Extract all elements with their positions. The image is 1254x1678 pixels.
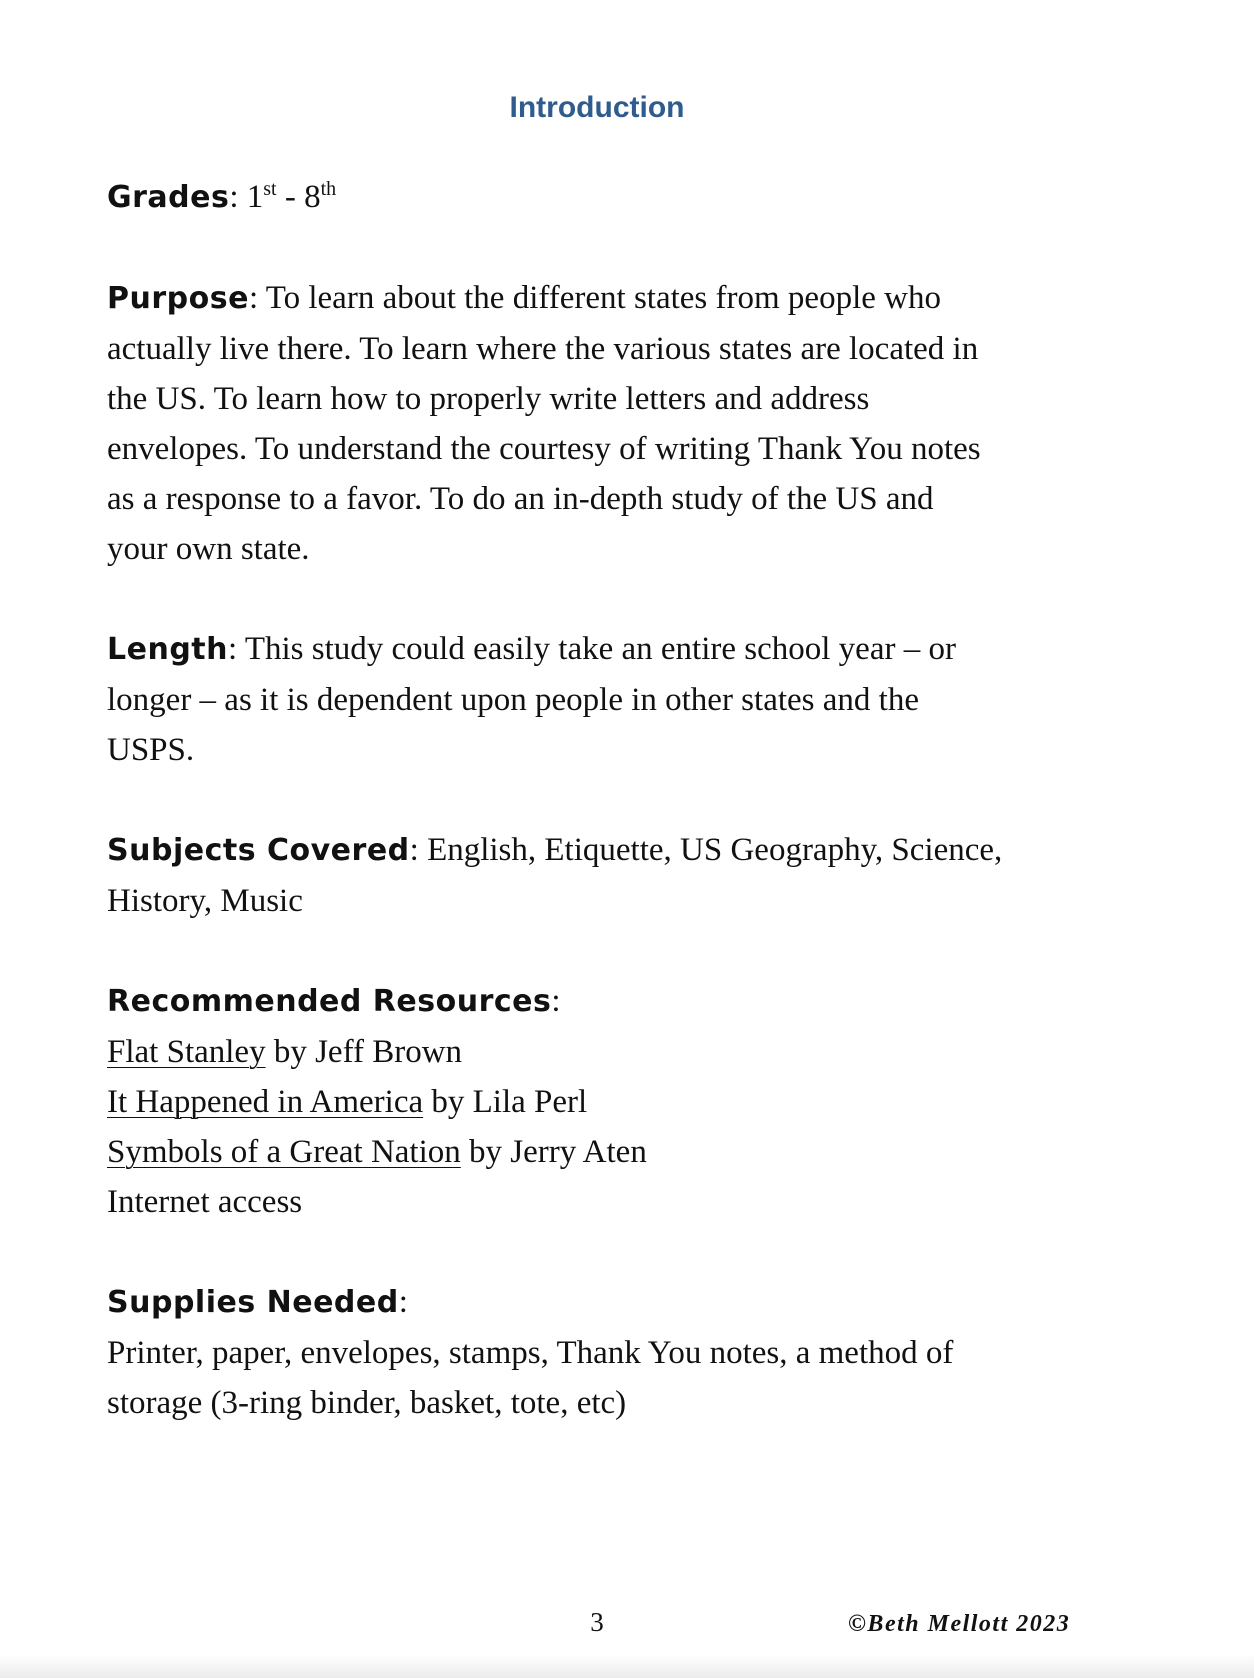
grades-colon: : [229,179,247,215]
resource-item [107,1077,1107,1127]
bottom-edge-shadow [0,1654,1254,1678]
grades-to-suffix: th [320,178,337,200]
length-line [107,624,1107,675]
book-title: Symbols of a Great Nation [107,1134,461,1170]
subjects-label: Subjects Covered [107,833,410,868]
supplies-label: Supplies Needed [107,1285,399,1320]
copyright-notice: ©Beth Mellott 2023 [848,1611,1071,1637]
subjects-line [107,825,1107,876]
grades-section [107,172,1107,223]
purpose-colon: : [248,280,266,316]
purpose-section [107,273,1107,574]
grades-label: Grades [107,180,230,215]
purpose-line: actually live there. To learn where the various states are located in [107,331,979,367]
grades-from-suffix: st [263,178,277,200]
length-colon: : [228,631,245,667]
length-line: USPS. [107,732,195,768]
resource-item [107,1027,1107,1077]
page-number: 3 [590,1607,604,1637]
purpose-text: To learn about the different states from people who [265,280,941,316]
resources-colon: : [551,983,561,1019]
purpose-label: Purpose [107,281,249,316]
subjects-line: History, Music [107,883,303,919]
length-section [107,624,1107,775]
grades-separator: - [276,179,305,215]
purpose-line: envelopes. To understand the courtesy of writing Thank You notes [107,431,981,467]
supplies-line: storage (3-ring binder, basket, tote, etc) [107,1385,627,1421]
page-content [107,172,1107,1478]
subjects-text: English, Etiquette, US Geography, Science, [427,832,1003,868]
purpose-line: your own state. [107,531,310,567]
purpose-line: the US. To learn how to properly write letters and address [107,381,870,417]
resources-label: Recommended Resources [107,984,552,1019]
book-title: It Happened in America [107,1084,424,1120]
book-author: by Lila Perl [423,1084,588,1120]
resource-item: Internet access [107,1184,303,1220]
subjects-colon: : [409,832,428,868]
resources-heading [107,976,1107,1027]
purpose-line: as a response to a favor. To do an in-depth study of the US and [107,481,934,517]
grades-from-number: 1 [246,179,264,215]
resource-item [107,1127,1107,1177]
grades-to-number: 8 [304,179,321,215]
subjects-section [107,825,1107,926]
supplies-section [107,1277,1107,1428]
resources-section [107,976,1107,1227]
book-author: by Jeff Brown [265,1034,463,1070]
book-author: by Jerry Aten [460,1134,647,1170]
length-line: longer – as it is dependent upon people in other states and the [107,682,919,718]
book-title: Flat Stanley [107,1034,266,1070]
page-title: Introduction [509,91,685,124]
length-text: This study could easily take an entire school year – or [244,631,956,667]
supplies-line: Printer, paper, envelopes, stamps, Thank You notes, a method of [107,1335,954,1371]
length-label: Length [107,632,228,667]
purpose-line [107,273,1107,324]
supplies-heading [107,1277,1107,1328]
supplies-colon: : [398,1284,408,1320]
